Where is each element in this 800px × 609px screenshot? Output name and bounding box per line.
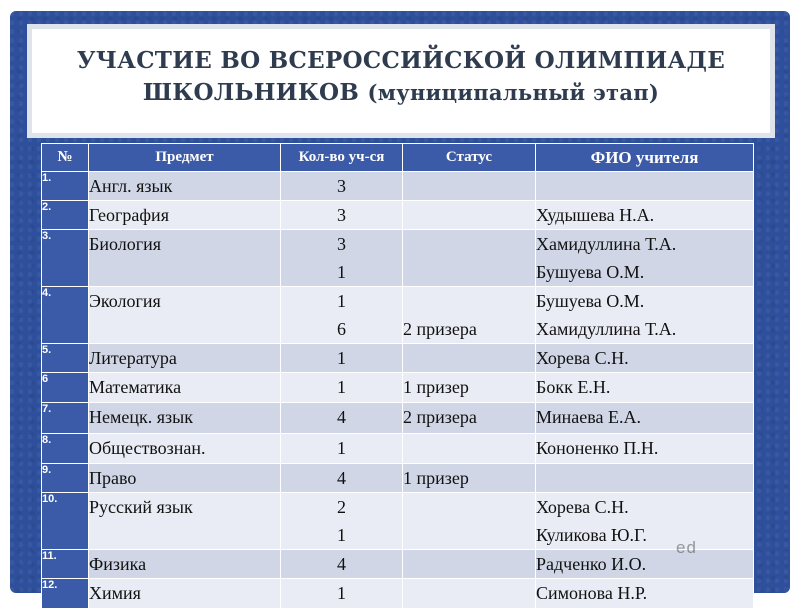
header-status: Статус: [403, 144, 536, 172]
header-num: №: [42, 144, 89, 172]
subject-cell: Немецк. язык: [89, 403, 281, 434]
count-value: 1: [337, 583, 346, 603]
subject-cell: Экология: [89, 287, 281, 344]
page-title-line2: [32, 79, 770, 106]
count-cell: [281, 550, 403, 579]
teacher-cell: [536, 344, 754, 373]
teacher-cell: [536, 373, 754, 403]
count-value: 3: [337, 176, 346, 196]
table-row: [42, 550, 754, 579]
status-cell: [403, 344, 536, 373]
count-value: 2: [337, 497, 346, 517]
subject-cell: Литература: [89, 344, 281, 373]
teacher-name: Бокк Е.Н.: [536, 377, 611, 397]
status-cell: [403, 579, 536, 609]
table-row: [42, 464, 754, 493]
row-number: 7.: [42, 403, 89, 434]
row-number: 3.: [42, 230, 89, 287]
count-value: 3: [337, 205, 346, 225]
table-row: [42, 373, 754, 403]
status-value: 2 призера: [403, 407, 477, 427]
teacher-name: Симонова Н.Р.: [536, 583, 648, 603]
count-value: 1: [337, 262, 346, 282]
count-cell: [281, 464, 403, 493]
subject-cell: Биология: [89, 230, 281, 287]
row-number: 8.: [42, 434, 89, 464]
teacher-name: Хорева С.Н.: [536, 348, 629, 368]
status-cell: [403, 230, 536, 287]
count-value: 1: [337, 438, 346, 458]
page-title-line1: УЧАСТИЕ ВО ВСЕРОССИЙСКОЙ ОЛИМПИАДЕ: [76, 47, 726, 74]
count-value: 6: [337, 319, 346, 339]
subject-cell: Англ. язык: [89, 172, 281, 201]
olympiad-table: [41, 143, 754, 609]
count-value: 1: [337, 525, 346, 545]
title-box: [27, 24, 775, 138]
subject-cell: Право: [89, 464, 281, 493]
count-cell: [281, 373, 403, 403]
count-cell: [281, 201, 403, 230]
header-subject: Предмет: [89, 144, 281, 172]
table-header-row: [42, 144, 754, 172]
count-cell: [281, 230, 403, 287]
table-row: [42, 172, 754, 201]
table-body: [42, 172, 754, 609]
table-row: [42, 230, 754, 287]
teacher-name: Бушуева О.М.: [536, 291, 645, 311]
row-number: 6: [42, 373, 89, 403]
count-value: 1: [337, 377, 346, 397]
page-title-main: ШКОЛЬНИКОВ: [142, 79, 360, 106]
subject-cell: Русский язык: [89, 493, 281, 550]
teacher-cell: [536, 464, 754, 493]
table-row: [42, 344, 754, 373]
count-cell: [281, 579, 403, 609]
status-value: 2 призера: [403, 319, 477, 339]
status-cell: [403, 403, 536, 434]
row-number: 2.: [42, 201, 89, 230]
count-value: 1: [337, 291, 346, 311]
count-cell: [281, 172, 403, 201]
teacher-name: Хамидуллина Т.А.: [536, 319, 677, 339]
subject-cell: Обществознан.: [89, 434, 281, 464]
teacher-cell: [536, 403, 754, 434]
count-value: 4: [337, 554, 346, 574]
teacher-name: Худышева Н.А.: [536, 205, 655, 225]
count-cell: [281, 493, 403, 550]
status-value: 1 призер: [403, 468, 469, 488]
teacher-name: Бушуева О.М.: [536, 262, 645, 282]
table-row: [42, 287, 754, 344]
count-value: 1: [337, 348, 346, 368]
status-cell: [403, 493, 536, 550]
row-number: 12.: [42, 579, 89, 609]
count-value: 4: [337, 407, 346, 427]
count-value: 4: [337, 468, 346, 488]
status-cell: [403, 464, 536, 493]
watermark: ed: [676, 538, 697, 557]
row-number: 10.: [42, 493, 89, 550]
teacher-name: Хамидуллина Т.А.: [536, 234, 677, 254]
table-row: [42, 403, 754, 434]
table-row: [42, 201, 754, 230]
count-cell: [281, 344, 403, 373]
teacher-name: Минаева Е.А.: [536, 407, 641, 427]
row-number: 1.: [42, 172, 89, 201]
teacher-cell: [536, 230, 754, 287]
count-cell: [281, 287, 403, 344]
table-row: [42, 434, 754, 464]
status-value: 1 призер: [403, 377, 469, 397]
status-cell: [403, 201, 536, 230]
status-cell: [403, 373, 536, 403]
subject-cell: Химия: [89, 579, 281, 609]
table-row: [42, 579, 754, 609]
row-number: 9.: [42, 464, 89, 493]
teacher-cell: [536, 172, 754, 201]
row-number: 11.: [42, 550, 89, 579]
teacher-name: Куликова Ю.Г.: [536, 525, 647, 545]
row-number: 4.: [42, 287, 89, 344]
subject-cell: Математика: [89, 373, 281, 403]
teacher-cell: [536, 579, 754, 609]
status-cell: [403, 434, 536, 464]
header-count: Кол-во уч-ся: [281, 144, 403, 172]
status-cell: [403, 287, 536, 344]
teacher-cell: [536, 287, 754, 344]
count-cell: [281, 403, 403, 434]
teacher-cell: [536, 434, 754, 464]
teacher-name: Радченко И.О.: [536, 554, 647, 574]
teacher-name: Кононенко П.Н.: [536, 438, 659, 458]
teacher-name: Хорева С.Н.: [536, 497, 629, 517]
status-cell: [403, 172, 536, 201]
subject-cell: Физика: [89, 550, 281, 579]
teacher-cell: [536, 201, 754, 230]
subject-cell: География: [89, 201, 281, 230]
row-number: 5.: [42, 344, 89, 373]
status-cell: [403, 550, 536, 579]
count-value: 3: [337, 234, 346, 254]
table-row: [42, 493, 754, 550]
header-teacher: ФИО учителя: [536, 144, 754, 172]
page-title-subtitle: (муниципальный этап): [367, 80, 660, 105]
count-cell: [281, 434, 403, 464]
